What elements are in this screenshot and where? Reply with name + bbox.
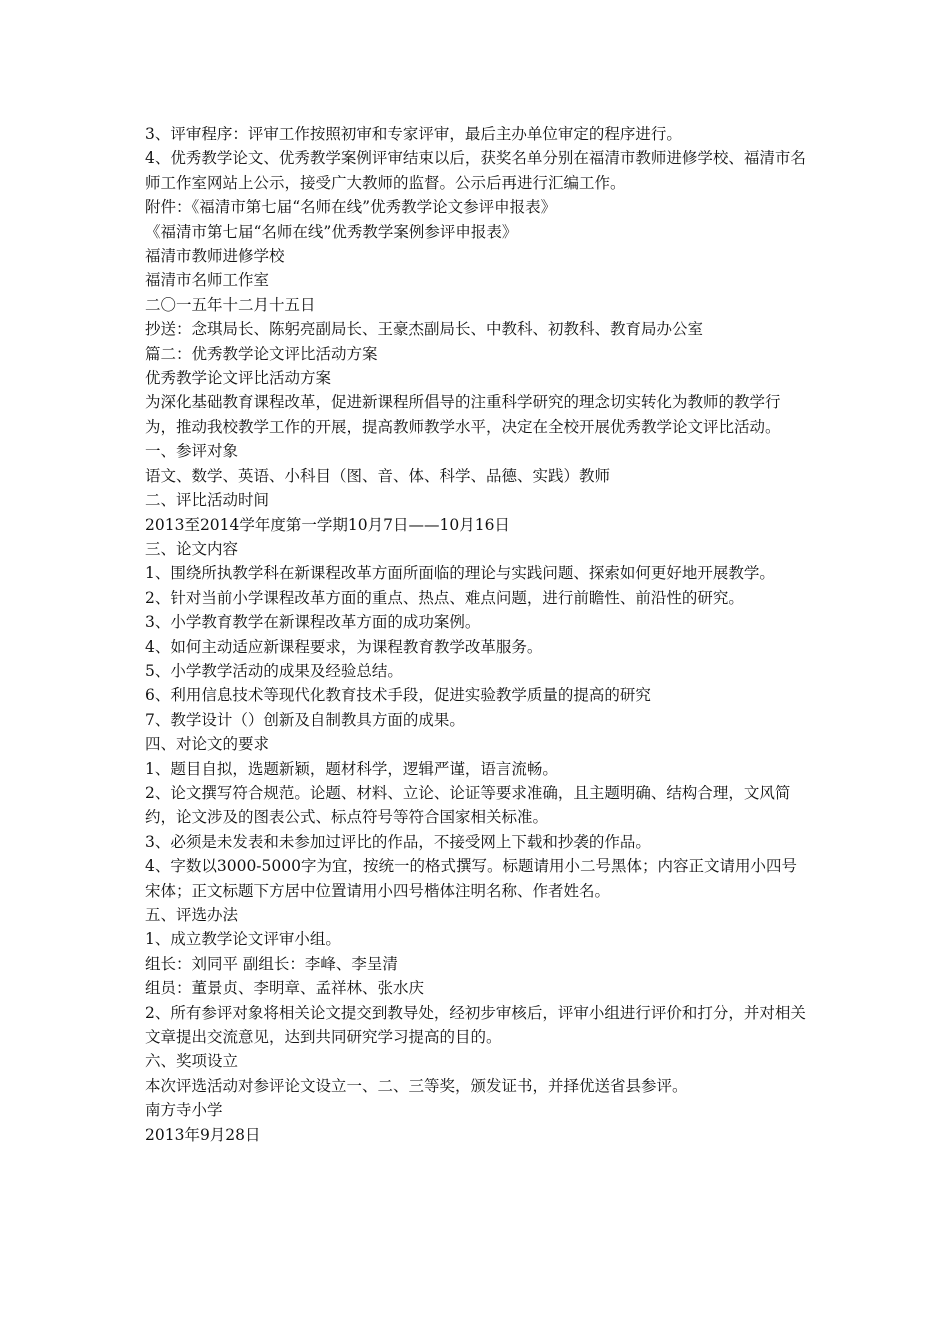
- list-item-requirement-3: 3、必须是未发表和未参加过评比的作品，不接受网上下载和抄袭的作品。: [145, 832, 651, 851]
- paragraph-award-publicity: 4、优秀教学论文、优秀教学案例评审结束以后，获奖名单分别在福清市教师进修学校、福清市名师工作室网站上公示，接受广大教师的监督。公示后再进行汇编工作。: [145, 149, 806, 192]
- signature-school: 福清市教师进修学校: [145, 247, 285, 266]
- cc-line: 抄送：念琪局长、陈躬亮副局长、王豪杰副局长、中教科、初教科、教育局办公室: [145, 320, 704, 339]
- paragraph-time: 2013至2014学年度第一学期10月7日——10月16日: [145, 515, 510, 534]
- list-item-content-6: 6、利用信息技术等现代化教育技术手段，促进实验教学质量的提高的研究: [145, 686, 651, 705]
- list-item-requirement-2: 2、论文撰写符合规范。论题、材料、立论、论证等要求准确，且主题明确、结构合理，文风简约，论文涉及的图表公式、标点符号等符合国家相关标准。: [145, 783, 791, 827]
- paragraph-review-procedure: 3、评审程序：评审工作按照初审和专家评审，最后主办单位审定的程序进行。: [145, 125, 682, 143]
- paragraph-attachment-case-form: 《福清市第七届“名师在线”优秀教学案例参评申报表》: [145, 222, 518, 241]
- list-item-method-2: 2、所有参评对象将相关论文提交到教导处，经初步审核后，评审小组进行评价和打分，并对相关文章提出交流意见，达到共同研究学习提高的目的。: [145, 1003, 806, 1047]
- list-item-content-1: 1、围绕所执教学科在新课程改革方面所面临的理论与实践问题、探索如何更好地开展教学。: [145, 564, 775, 583]
- list-item-content-5: 5、小学教学活动的成果及经验总结。: [145, 661, 403, 680]
- signature-nanfangsi-school: 南方寺小学: [145, 1101, 223, 1120]
- paragraph-team-members: 组员：董景贞、李明章、孟祥林、张水庆: [145, 979, 425, 998]
- heading-content: 三、论文内容: [145, 539, 239, 558]
- paragraph-attachment-paper-form: 附件：《福清市第七届“名师在线”优秀教学论文参评申报表》: [145, 198, 557, 217]
- list-item-requirement-4: 4、字数以3000-5000字为宜，按统一的格式撰写。标题请用小二号黑体；内容正文请用小四号宋体；正文标题下方居中位置请用小四号楷体注明名称、作者姓名。: [145, 857, 797, 900]
- paragraph-intro: 为深化基础教育课程改革，促进新课程所倡导的注重科学研究的理念切实转化为教师的教学行为，推动我校教学工作的开展，提高教师教学水平，决定在全校开展优秀教学论文评比活动。: [145, 393, 781, 436]
- signature-studio: 福清市名师工作室: [145, 271, 270, 290]
- document-body: [145, 122, 810, 1147]
- list-item-content-2: 2、针对当前小学课程改革方面的重点、热点、难点问题，进行前瞻性、前沿性的研究。: [145, 588, 744, 607]
- list-item-content-7: 7、教学设计（）创新及自制教具方面的成果。: [145, 710, 465, 729]
- heading-time: 二、评比活动时间: [145, 491, 270, 510]
- list-item-content-4: 4、如何主动适应新课程要求，为课程教育教学改革服务。: [145, 637, 543, 656]
- heading-awards: 六、奖项设立: [145, 1052, 239, 1071]
- section-heading-part-two: 篇二：优秀教学论文评比活动方案: [145, 344, 378, 363]
- paragraph-awards: 本次评选活动对参评论文设立一、二、三等奖，颁发证书，并择优送省县参评。: [145, 1076, 688, 1095]
- paragraph-team-leaders: 组长：刘同平 副组长：李峰、李呈清: [145, 954, 398, 973]
- signature-final-date: 2013年9月28日: [145, 1125, 261, 1144]
- heading-selection-method: 五、评选办法: [145, 906, 239, 924]
- heading-participants: 一、参评对象: [145, 442, 239, 461]
- heading-requirements: 四、对论文的要求: [145, 735, 270, 754]
- plan-title: 优秀教学论文评比活动方案: [145, 369, 332, 388]
- list-item-content-3: 3、小学教育教学在新课程改革方面的成功案例。: [145, 613, 481, 632]
- list-item-requirement-1: 1、题目自拟，选题新颖，题材科学，逻辑严谨，语言流畅。: [145, 759, 558, 778]
- signature-date: 二〇一五年十二月十五日: [145, 295, 316, 314]
- paragraph-participants: 语文、数学、英语、小科目（图、音、体、科学、品德、实践）教师: [145, 466, 611, 485]
- list-item-method-1: 1、成立教学论文评审小组。: [145, 930, 341, 949]
